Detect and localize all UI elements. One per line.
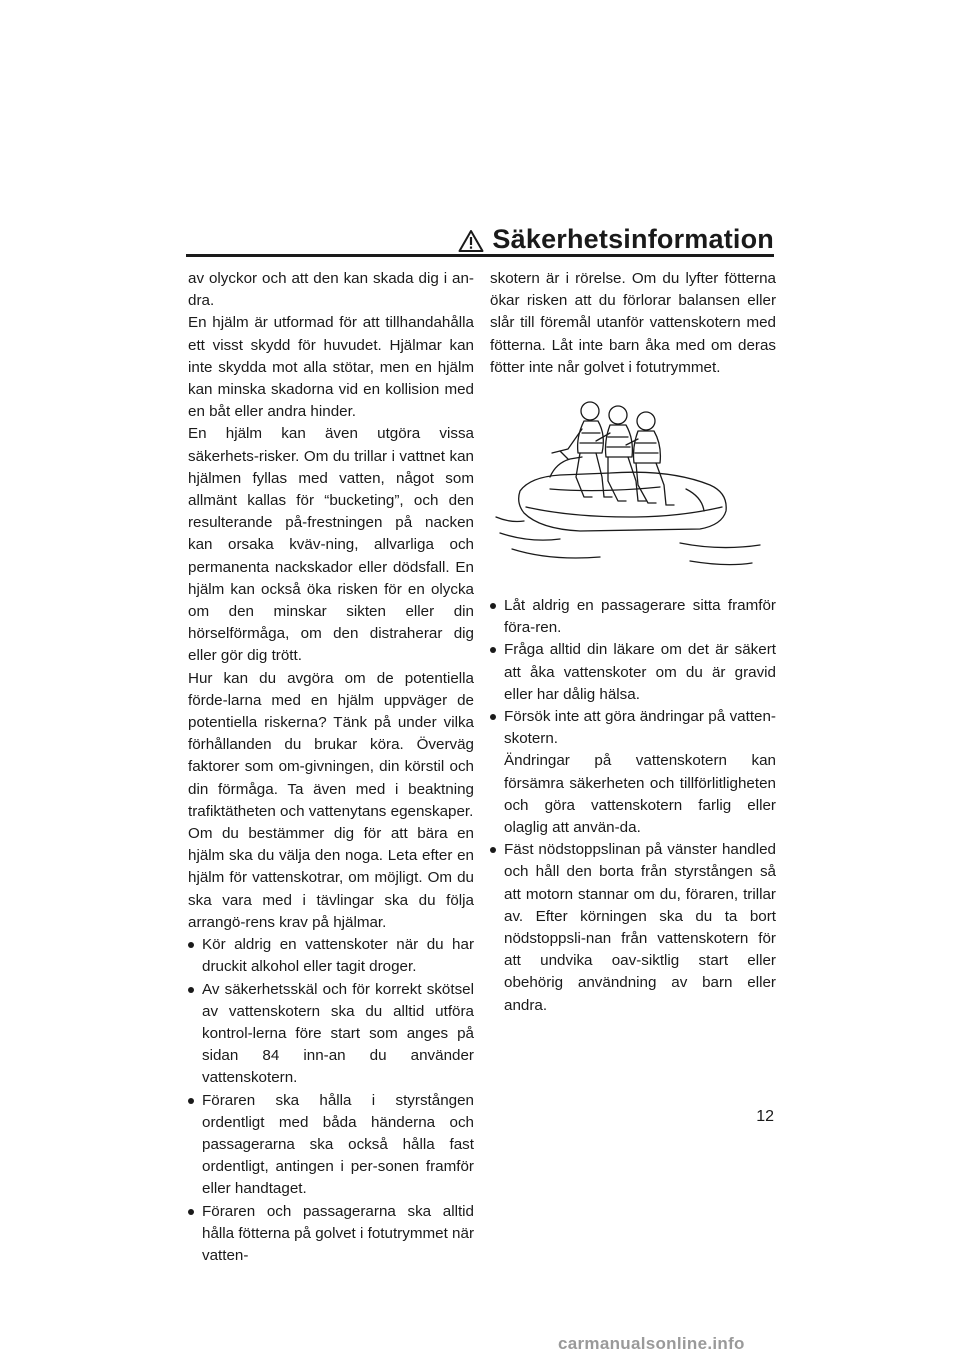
bullet-icon (188, 1209, 194, 1215)
paragraph: En hjälm kan även utgöra vissa säkerhets-risker. Om du trillar i vattnet kan hjälmen fyllas med vatten, något som allmänt kallas för “bucketing”, och den resulterande på-frestningen på nacken kan orsaka kväv-ning, allvarliga och permanenta nackskador eller dödsfall. En hjälm kan också öka risken för en olycka om den minskar sikten eller din hörselförmåga, om den distraherar dig eller gör dig trött. (188, 425, 474, 665)
list-item: Fäst nödstoppslinan på vänster handled och håll den borta från styrstången så att motorn stannar om du, föraren, trillar av. Efter körningen ska du ta bort nödstoppsli-nan från vattenskotern för att undvika oav-siktlig start eller obehörig användning av barn eller andra. (490, 839, 776, 1017)
paragraph: Om du bestämmer dig för att bära en hjälm ska du välja den noga. Leta efter en hjälm för vattenskotrar, om möjligt. Om du ska vara med i tävlingar ska du följa arrangö-rens krav på hjälmar. (188, 825, 474, 931)
list-item: Låt aldrig en passagerare sitta framför föra-ren. (490, 595, 776, 639)
list-item: Kör aldrig en vattenskoter när du har druckit alkohol eller tagit droger. (188, 934, 474, 978)
list-item-note: Ändringar på vattenskotern kan försämra säkerheten och tillförlitligheten och göra vattenskotern farlig eller olaglig att använ-da. (504, 752, 776, 837)
list-item: Föraren ska hålla i styrstången ordentligt med båda händerna och passagerarna ska också hålla fast ordentligt, antingen i per-sonen framför eller handtaget. (188, 1090, 474, 1201)
watermark: carmanualsonline.info (558, 1334, 745, 1353)
paragraph: skotern är i rörelse. Om du lyfter fötterna ökar risken att du förlorar balansen eller slår till föremål utanför vattenskotern med fötterna. Låt inte barn åka med om deras fötter inte når golvet i fotutrymmet. (490, 270, 776, 376)
paragraph: Hur kan du avgöra om de potentiella förde-larna med en hjälm uppväger de potentiella riskerna? Tänk på under vilka förhållanden du brukar köra. Överväg faktorer som om-givningen, din körstil och din förmåga. Ta även med i beaktning trafiktätheten och vattenytans egenskaper. (188, 669, 474, 820)
bullet-icon (490, 714, 496, 720)
left-column (188, 268, 474, 1267)
page-title: Säkerhetsinformation (492, 224, 774, 254)
paragraph: av olyckor och att den kan skada dig i an-dra. (188, 270, 474, 310)
warning-triangle-icon (458, 229, 484, 253)
bullet-icon (490, 647, 496, 653)
header-rule (186, 254, 774, 257)
page-number: 12 (756, 1108, 774, 1125)
bullet-icon (188, 1098, 194, 1104)
list-item: Fråga alltid din läkare om det är säkert att åka vattenskoter om du är gravid eller har dålig hälsa. (490, 639, 776, 706)
page-header (186, 224, 774, 255)
list-item: Försök inte att göra ändringar på vatten-skotern. Ändringar på vattenskotern kan försämra säkerheten och tillförlitligheten och göra vattenskotern farlig eller olaglig att använ-da. (490, 706, 776, 839)
right-column (490, 268, 776, 1017)
watercraft-illustration (490, 393, 776, 571)
bullet-icon (490, 603, 496, 609)
bullet-icon (188, 987, 194, 993)
list-item: Av säkerhetsskäl och för korrekt skötsel av vattenskotern ska du alltid utföra kontrol-lerna före start som anges på sidan 84 inn-an du använder vattenskotern. (188, 979, 474, 1090)
paragraph: En hjälm är utformad för att tillhandahålla ett visst skydd för huvudet. Hjälmar kan inte skydda mot alla stötar, men en hjälm kan minska skadorna vid en kollision med en båt eller andra hinder. (188, 314, 474, 421)
bullet-icon (188, 942, 194, 948)
list-item: Föraren och passagerarna ska alltid hålla fötterna på golvet i fotutrymmet när vatten- (188, 1201, 474, 1268)
bullet-icon (490, 847, 496, 853)
